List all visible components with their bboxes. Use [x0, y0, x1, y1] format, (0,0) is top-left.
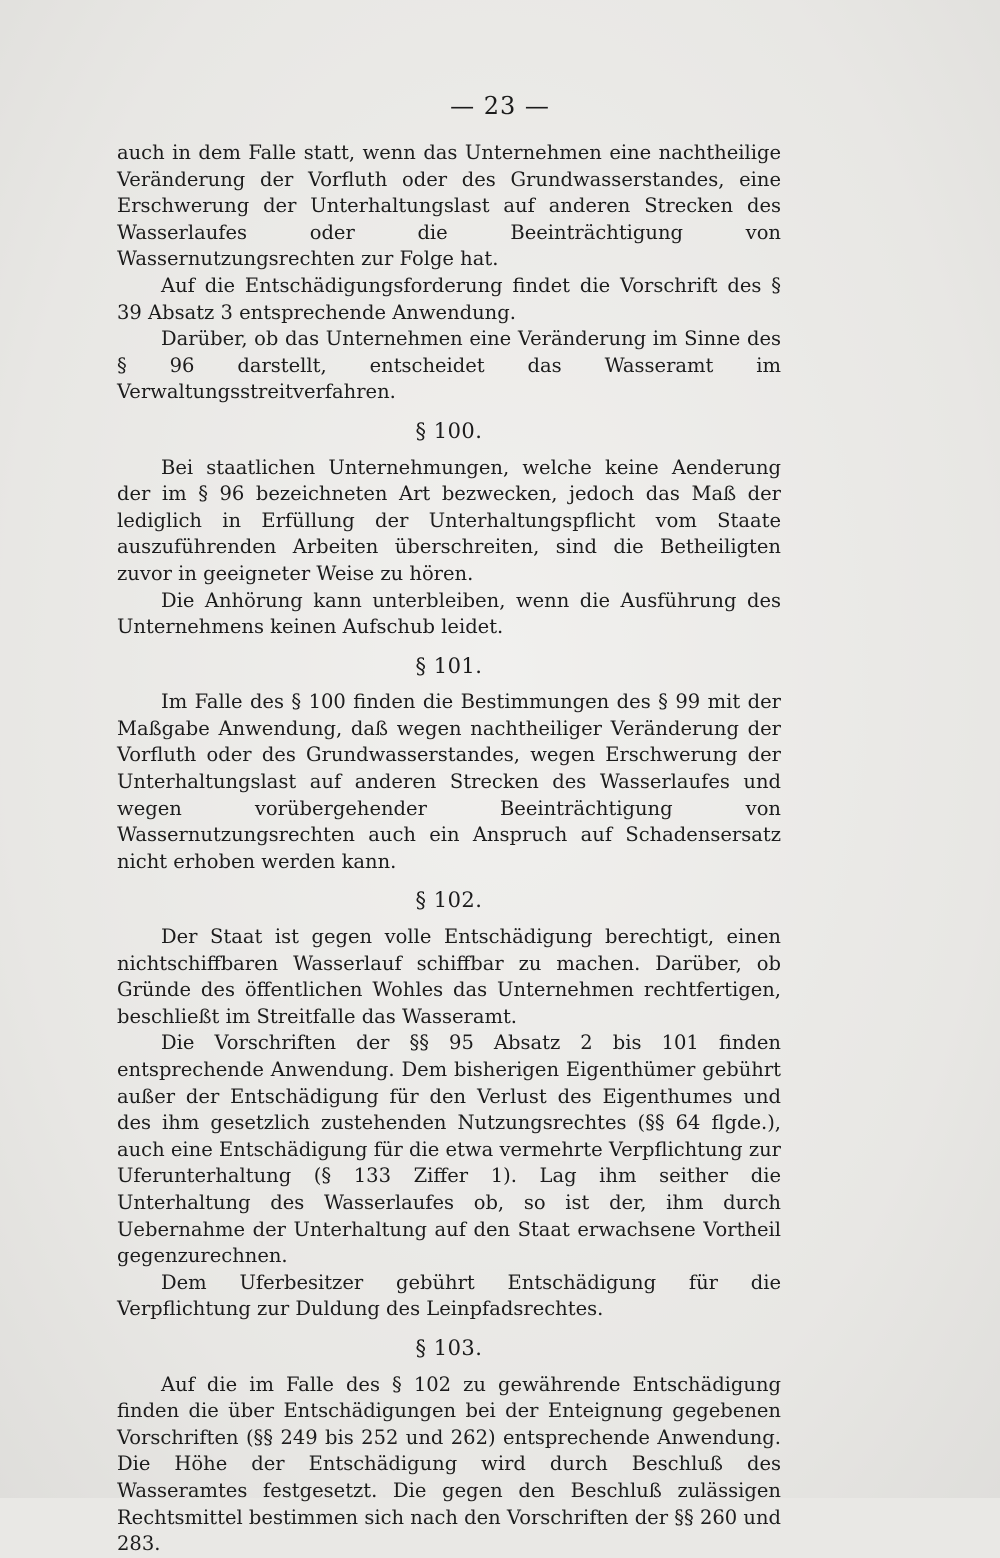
paragraph: Auf die im Falle des § 102 zu gewährende Entschädigung finden die über Entschädigungen bei der Enteignung gegebenen Vorschriften (§§ 249 bis 252 und 262) entsprechende Anwendung. Die Höhe der Entschädigung wird durch Beschluß des Wasseramtes festgesetzt. Die gegen den Beschluß zulässigen Rechtsmittel bestimmen sich nach den Vorschriften der §§ 260 und 283. — [117, 1372, 781, 1556]
section-heading: § 100. — [415, 418, 483, 443]
page-body — [117, 140, 781, 1558]
paragraph: Dem Uferbesitzer gebührt Entschädigung für die Verpflichtung zur Duldung des Leinpfadsrechtes. — [117, 1270, 781, 1321]
section-heading: § 101. — [415, 653, 483, 678]
paragraph: Der Staat ist gegen volle Entschädigung berechtigt, einen nichtschiffbaren Wasserlauf schiffbar zu machen. Darüber, ob Gründe des öffentlichen Wohles das Unternehmen rechtfertigen, beschließt im Streitfalle das Wasseramt. — [117, 925, 781, 1028]
paragraph: Die Anhörung kann unterbleiben, wenn die Ausführung des Unternehmens keinen Aufschub leidet. — [117, 588, 781, 639]
section-102 — [117, 887, 781, 1323]
paragraph: Die Vorschriften der §§ 95 Absatz 2 bis 101 finden entsprechende Anwendung. Dem bisherigen Eigenthümer gebührt außer der Entschädigung für den Verlust des Eigenthumes und des ihm gesetzlich zustehenden Nutzungsrechtes (§§ 64 flgde.), auch eine Entschädigung für die etwa vermehrte Verpflichtung zur Uferunterhaltung (§ 133 Ziffer 1). Lag ihm seither die Unterhaltung des Wasserlaufes ob, so ist der, ihm durch Uebernahme der Unterhaltung auf den Staat erwachsene Vortheil gegenzurechnen. — [117, 1031, 781, 1268]
section-continuation — [117, 140, 781, 406]
paragraph: Bei staatlichen Unternehmungen, welche keine Aenderung der im § 96 bezeichneten Art bezwecken, jedoch das Maß der lediglich in Erfüllung der Unterhaltungspflicht vom Staate auszuführenden Arbeiten überschreiten, sind die Betheiligten zuvor in geeigneter Weise zu hören. — [117, 455, 781, 585]
section-100 — [117, 418, 781, 641]
section-101 — [117, 653, 781, 876]
paragraph: Darüber, ob das Unternehmen eine Veränderung im Sinne des § 96 darstellt, entscheidet das Wasseramt im Verwaltungsstreitverfahren. — [117, 327, 781, 404]
paragraph: auch in dem Falle statt, wenn das Unternehmen eine nachtheilige Veränderung der Vorfluth oder des Grundwasserstandes, eine Erschwerung der Unterhaltungslast auf anderen Strecken des Wasserlaufes oder die Beeinträchtigung von Wassernutzungsrechten zur Folge hat. — [117, 141, 781, 271]
section-heading: § 102. — [415, 888, 483, 913]
section-103 — [117, 1335, 781, 1558]
paragraph: Im Falle des § 100 finden die Bestimmungen des § 99 mit der Maßgabe Anwendung, daß wegen nachtheiliger Veränderung der Vorfluth oder des Grundwasserstandes, wegen Erschwerung der Unterhaltungslast auf anderen Strecken des Wasserlaufes und wegen vorübergehender Beeinträchtigung von Wassernutzungsrechten auch ein Anspruch auf Schadensersatz nicht erhoben werden kann. — [117, 690, 781, 873]
section-heading: § 103. — [415, 1335, 483, 1360]
page-number: — 23 — — [450, 92, 550, 120]
paragraph: Auf die Entschädigungsforderung findet die Vorschrift des § 39 Absatz 3 entsprechende Anwendung. — [117, 273, 781, 324]
